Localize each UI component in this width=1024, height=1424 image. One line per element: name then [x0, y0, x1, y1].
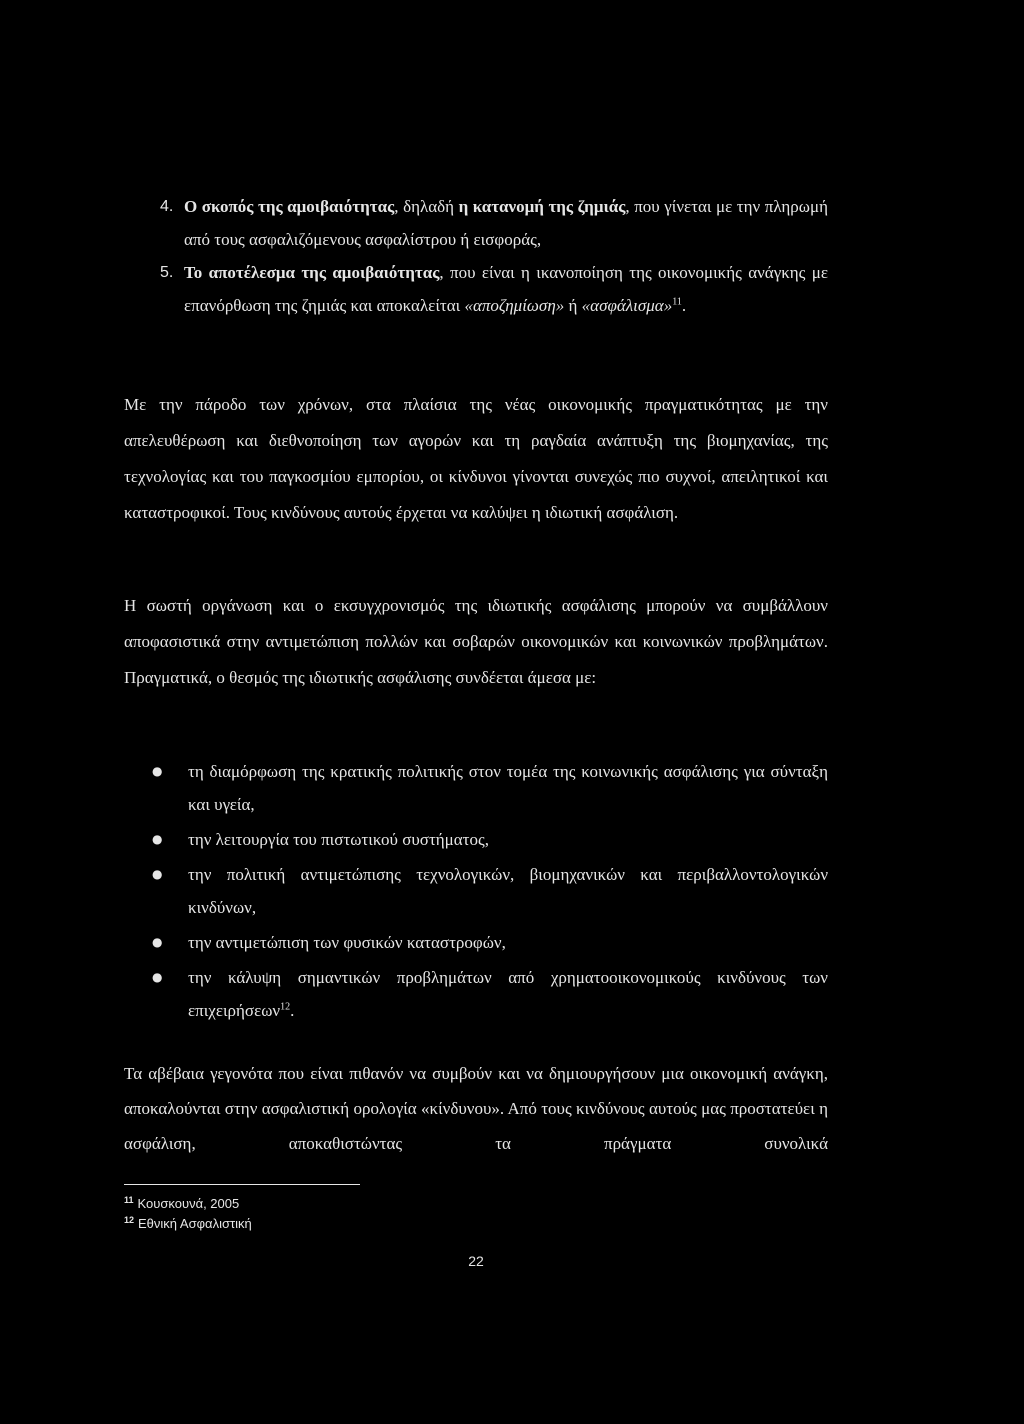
footnote-number: 11: [124, 1194, 134, 1205]
list-item: [160, 256, 828, 322]
paragraph-2: Η σωστή οργάνωση και ο εκσυγχρονισμός της ιδιωτικής ασφάλισης μπορούν να συμβάλλουν αποφασιστικά στην αντιμετώπιση πολλών και σοβαρών οικονομικών και κοινωνικών προβλημάτων. Πραγματικά, ο θεσμός της ιδιωτικής ασφάλισης συνδέεται άμεσα με:: [124, 596, 828, 687]
paragraph-3: Τα αβέβαια γεγονότα που είναι πιθανόν να συμβούν και να δημιουργήσουν μια οικονομική ανάγκη, αποκαλούνται στην ασφαλιστική ορολογία «κίνδυνου». Από τους κινδύνους αυτούς μας προστατεύει η ασφάλιση, αποκαθιστώντας τα πράγματα συνολικά: [124, 1064, 828, 1153]
bullet-item: [152, 858, 828, 924]
bullet-text: την κάλυψη σημαντικών προβλημάτων από χρηματοοικονομικούς κινδύνους των επιχειρήσεων: [188, 968, 828, 1020]
footnote-ref[interactable]: 12: [280, 1001, 291, 1013]
text-span: .: [681, 296, 687, 315]
text-span: , δηλαδή: [394, 197, 459, 216]
bullet-dot-icon: ●: [152, 832, 163, 846]
bullet-dot-icon: ●: [152, 970, 163, 984]
footnote-item: [124, 1194, 252, 1214]
italic-term: «ασφάλισμα»: [581, 296, 673, 315]
paragraph-1: Με την πάροδο των χρόνων, στα πλαίσια της νέας οικονομικής πραγματικότητας με την απελευθέρωση και διεθνοποίηση των αγορών και τη ραγδαία ανάπτυξη της βιομηχανίας, της τεχνολογίας και του παγκοσμίου εμπορίου, οι κίνδυνοι γίνονται συνεχώς πιο συχνοί, απειλητικοί και καταστροφικοί. Τους κινδύνους αυτούς έρχεται να καλύψει η ιδιωτική ασφάλιση.: [124, 395, 828, 522]
bullet-dot-icon: ●: [152, 867, 163, 881]
footnotes: [124, 1194, 252, 1234]
bullet-text: την αντιμετώπιση των φυσικών καταστροφών,: [188, 933, 506, 952]
footnote-number: 12: [124, 1214, 135, 1225]
bullet-item: [152, 755, 828, 821]
footnote-text: Εθνική Ασφαλιστική: [138, 1216, 252, 1231]
numbered-list: [160, 190, 828, 322]
text-span: , που είναι η ικανοποίηση της οικονομικής ανάγκης με επανόρθωση της ζημιάς και αποκαλείται: [184, 263, 828, 315]
bullet-item: [152, 926, 828, 959]
bullet-dot-icon: ●: [152, 935, 163, 949]
footnote-ref[interactable]: 11: [672, 296, 682, 308]
text-span: ή: [564, 296, 582, 315]
bullet-item: [152, 961, 828, 1027]
footnote-text: Κουσκουνά, 2005: [137, 1196, 240, 1211]
bullet-item: [152, 823, 828, 856]
text-span: .: [290, 1001, 295, 1020]
italic-term: «αποζημίωση»: [464, 296, 565, 315]
bullet-dot-icon: ●: [152, 764, 163, 778]
bullet-text: την πολιτική αντιμετώπισης τεχνολογικών, βιομηχανικών και περιβαλλοντολογικών κινδύνων,: [188, 865, 828, 917]
footnote-item: [124, 1214, 252, 1234]
bold-phrase: Ο σκοπός της αμοιβαιότητας: [184, 197, 395, 216]
footnote-divider: [124, 1184, 360, 1185]
list-number: 5.: [160, 264, 174, 281]
bold-phrase: η κατανομή της ζημιάς: [458, 197, 626, 216]
bullet-list: [152, 755, 828, 1029]
list-item: [160, 190, 828, 256]
bold-phrase: Το αποτέλεσμα της αμοιβαιότητας: [184, 263, 440, 282]
page-number: 22: [468, 1253, 484, 1269]
text-span: , που γίνεται με την πληρωμή από τους ασφαλιζόμενους ασφαλίστρου ή εισφοράς,: [184, 197, 828, 249]
list-number: 4.: [160, 198, 174, 215]
bullet-text: τη διαμόρφωση της κρατικής πολιτικής στον τομέα της κοινωνικής ασφάλισης για σύνταξη και υγεία,: [188, 762, 828, 814]
bullet-text: την λειτουργία του πιστωτικού συστήματος,: [188, 830, 489, 849]
